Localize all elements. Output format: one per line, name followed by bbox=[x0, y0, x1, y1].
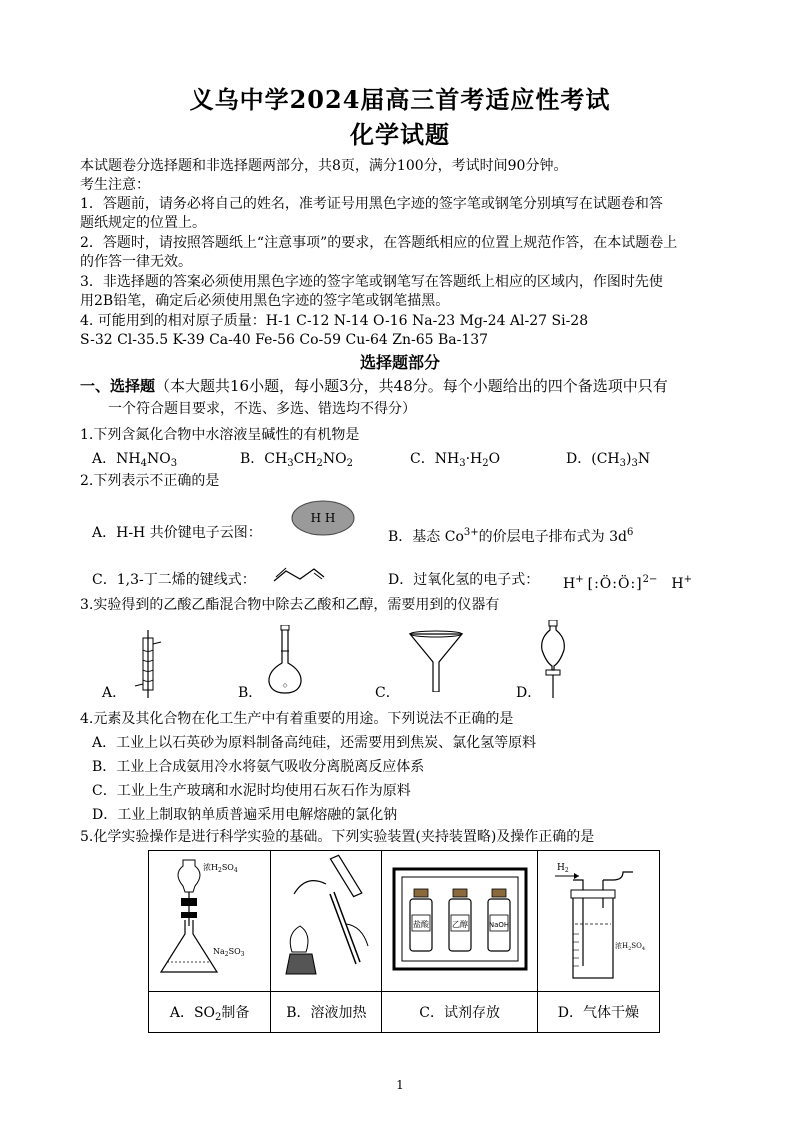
bottle-hcl bbox=[410, 889, 432, 951]
atomic-masses: 4. 可能用到的相对原子质量：H-1 C-12 N-14 O-16 Na-23 Mg-24 Al-27 Si-28 bbox=[80, 313, 589, 329]
caption-a: A．$SO_2$制备 bbox=[149, 992, 271, 1033]
bottle-label-naoh: NaOH bbox=[488, 921, 509, 929]
atomic-masses-cont: S-32 Cl-35.5 K-39 Ca-40 Fe-56 Co-59 Cu-64 Zn-65 Ba-137 bbox=[80, 332, 489, 348]
gas-drying-icon bbox=[543, 854, 653, 984]
h-right: H bbox=[671, 576, 684, 592]
apparatus-b-cell bbox=[271, 851, 382, 992]
question-2-stem: 2.下列表示不正确的是 bbox=[80, 473, 220, 489]
peroxide-formula bbox=[563, 571, 692, 593]
h-right-charge: + bbox=[683, 574, 692, 585]
caption-c: C．试剂存放 bbox=[382, 992, 537, 1033]
so2-generator-icon bbox=[155, 854, 265, 984]
bottle-naoh bbox=[488, 889, 510, 951]
h2-label: $H_2$ bbox=[557, 863, 570, 874]
separatory-funnel-icon bbox=[534, 620, 572, 698]
condenser-icon bbox=[133, 630, 163, 698]
q4-option-d: D．工业上制取钠单质普遍采用电解熔融的氯化钠 bbox=[92, 807, 398, 823]
peroxide-charge: 2− bbox=[642, 574, 658, 585]
na2so3-label: $Na_2SO_3$ bbox=[212, 947, 245, 958]
notice-1: 1．答题前，请务必将自己的姓名，准考证号用黑色字迹的签字笔或钢笔分别填写在试题卷和答 bbox=[80, 196, 663, 212]
bottle-ethanol bbox=[449, 889, 471, 951]
test-tube-heating-icon bbox=[276, 854, 376, 984]
q2-option-a: A．H-H 共价键电子云图： bbox=[92, 525, 262, 541]
reagent-cabinet-icon bbox=[390, 859, 530, 979]
notice-3: 3．非选择题的答案必须使用黑色字迹的签字笔或钢笔写在答题纸上相应的区域内，作图时先使 bbox=[80, 274, 663, 290]
q3-option-c: C． bbox=[375, 685, 400, 701]
notice-1-cont: 题纸规定的位置上。 bbox=[80, 215, 206, 231]
volumetric-flask-icon bbox=[265, 625, 305, 695]
notice-2: 2．答题时，请按照答题纸上“注意事项”的要求，在答题纸相应的位置上规范作答，在本试题卷上 bbox=[80, 235, 678, 251]
conc-h2so4-label-d: 浓$H_2SO_4$ bbox=[615, 942, 646, 952]
question-5-stem: 5.化学实验操作是进行科学实验的基础。下列实验装置(夹持装置略)及操作正确的是 bbox=[80, 829, 595, 845]
notice-3-cont: 用2B铅笔，确定后必须使用黑色字迹的签字笔或钢笔描黑。 bbox=[80, 293, 450, 309]
part-head-label: 一、选择题 bbox=[80, 377, 156, 395]
intro-line: 本试题卷分选择题和非选择题两部分，共8页，满分100分，考试时间90分钟。 bbox=[80, 158, 568, 174]
q4-option-b: B．工业上合成氨用冷水将氨气吸收分离脱离反应体系 bbox=[92, 759, 425, 775]
question-4-stem: 4.元素及其化合物在化工生产中有着重要的用途。下列说法不正确的是 bbox=[80, 711, 514, 727]
apparatus-a-cell bbox=[149, 851, 271, 992]
notice-2-cont: 的作答一律无效。 bbox=[80, 254, 192, 270]
apparatus-d-cell bbox=[537, 851, 659, 992]
question-3-stem: 3.实验得到的乙酸乙酯混合物中除去乙酸和乙醇，需要用到的仪器有 bbox=[80, 597, 500, 613]
electron-cloud-icon bbox=[290, 498, 356, 538]
q1-option-a: A．$NH_4NO_3$ bbox=[92, 451, 178, 469]
caption-d: D．气体干燥 bbox=[537, 992, 659, 1033]
q1-option-d: D．$(CH_3)_3N$ bbox=[566, 451, 651, 469]
q4-option-a: A．工业上以石英砂为原料制备高纯硅，还需要用到焦炭、氯化氢等原料 bbox=[92, 735, 537, 751]
q1-option-b: B．$CH_3CH_2NO_2$ bbox=[240, 451, 353, 469]
h-left-charge: + bbox=[575, 574, 584, 585]
q3-option-b: B． bbox=[238, 685, 263, 701]
conc-h2so4-label: 浓$H_2SO_4$ bbox=[202, 863, 238, 874]
q2-option-c: C．1,3-丁二烯的键线式： bbox=[92, 572, 256, 588]
intro-line: 考生注意： bbox=[80, 177, 150, 193]
bottle-label-ethanol: 乙醇 bbox=[451, 920, 468, 929]
butadiene-skeletal-icon bbox=[272, 565, 326, 585]
part-desc: （本大题共16小题，每小题3分，共48分。每个小题给出的四个备选项中只有 bbox=[155, 377, 668, 395]
q4-option-c: C．工业上生产玻璃和水泥时均使用石灰石作为原料 bbox=[92, 783, 411, 799]
exam-title: 义乌中学2024届高三首考适应性考试 bbox=[189, 85, 611, 114]
page-number: 1 bbox=[396, 1078, 404, 1092]
q2-option-d: D．过氧化氢的电子式： bbox=[388, 572, 540, 588]
section-title: 选择题部分 bbox=[359, 353, 440, 372]
apparatus-table bbox=[148, 850, 660, 1033]
part-header bbox=[80, 377, 668, 395]
question-1-stem: 1.下列含氮化合物中水溶液呈碱性的有机物是 bbox=[80, 427, 360, 443]
svg-text:◇: ◇ bbox=[282, 682, 288, 689]
peroxide-core: [:Ö:Ö:] bbox=[587, 576, 643, 592]
part-desc-cont: 一个符合题目要求，不选、多选、错选均不得分） bbox=[108, 401, 416, 417]
cloud-label: H H bbox=[310, 511, 336, 525]
apparatus-c-cell bbox=[382, 851, 537, 992]
exam-subtitle: 化学试题 bbox=[350, 120, 450, 149]
q3-option-a: A． bbox=[102, 685, 127, 701]
q2-option-b: B．基态 $Co^{3+}$的价层电子排布式为 $3d^6$ bbox=[388, 527, 634, 545]
funnel-icon bbox=[408, 630, 464, 692]
q3-option-d: D． bbox=[516, 685, 542, 701]
caption-b: B．溶液加热 bbox=[271, 992, 382, 1033]
bottle-label-hcl: 盐酸 bbox=[412, 920, 429, 929]
h-left: H bbox=[563, 576, 576, 592]
q1-option-c: C．$NH_3\cdot H_2O$ bbox=[410, 451, 501, 469]
